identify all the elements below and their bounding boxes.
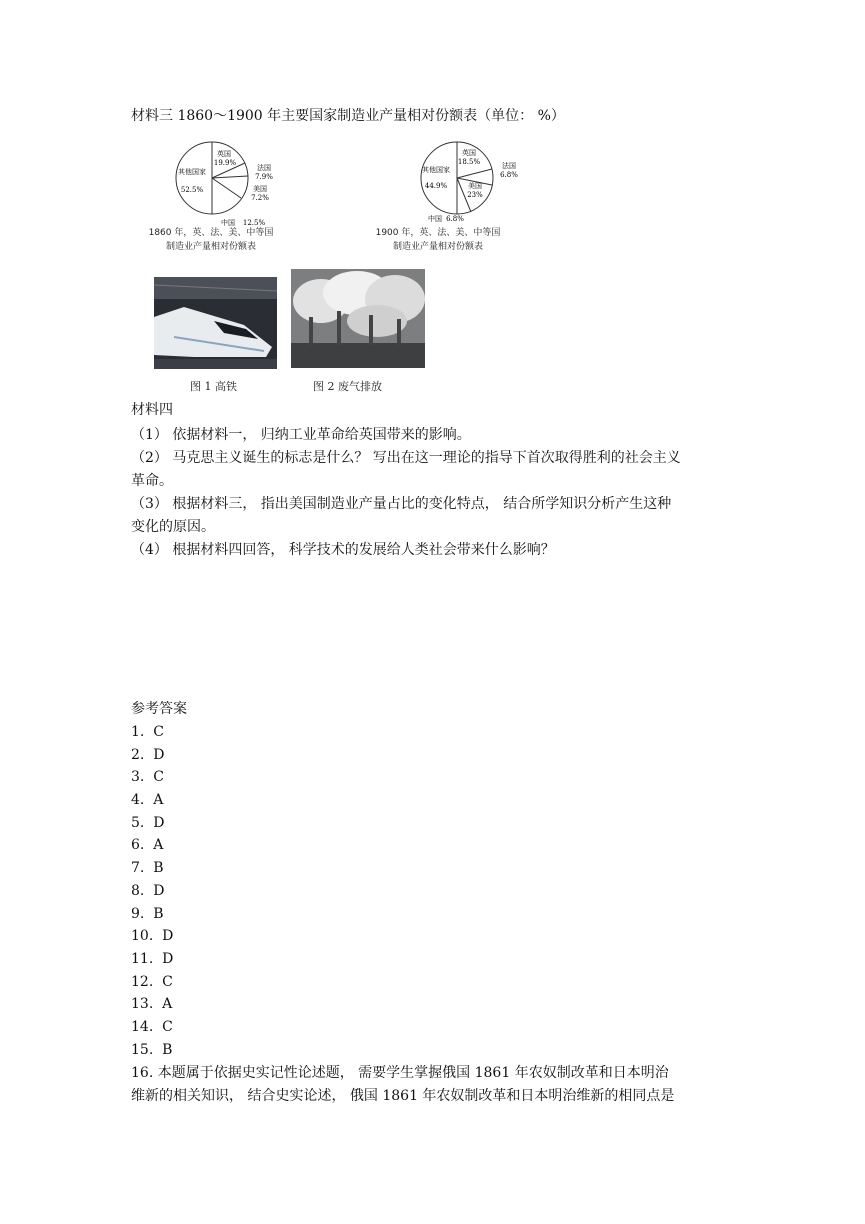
slice-label-cn: 中国 (428, 215, 442, 223)
answer-item: 6. A (131, 837, 164, 853)
answer-item: 14. C (131, 1019, 173, 1035)
pie-1860-caption-2: 制造业产量相对份额表 (165, 242, 256, 252)
answer-heading: 参考答案 (131, 701, 187, 717)
photo1-caption: 图 1 高铁 (190, 380, 237, 393)
slice-label-us: 美国 (253, 185, 267, 193)
answer-item: 5. D (131, 815, 165, 831)
high-speed-train-photo (154, 277, 277, 369)
photo2-caption: 图 2 废气排放 (313, 380, 382, 393)
pie-1900-caption-2: 制造业产量相对份额表 (392, 242, 483, 252)
question-3: （3） 根据材料三， 指出美国制造业产量占比的变化特点， 结合所学知识分析产生这种 (131, 496, 672, 512)
slice-value-other: 52.5% (180, 186, 204, 194)
slice-value-fr: 7.9% (255, 173, 273, 181)
answer-item: 12. C (131, 974, 173, 990)
answer-item: 15. B (131, 1042, 173, 1058)
slice-value-uk: 19.9% (213, 159, 237, 167)
slice-value-cn: 6.8% (446, 215, 464, 223)
slice-label-uk: 英国 (217, 150, 231, 158)
answer-item: 7. B (131, 860, 164, 876)
pie-chart-1900 (413, 138, 523, 233)
answer-item: 2. D (131, 747, 165, 763)
answer-item: 9. B (131, 906, 164, 922)
answer-item: 8. D (131, 883, 165, 899)
slice-value-us: 23% (467, 191, 483, 199)
slice-value-fr: 6.8% (500, 171, 518, 179)
answer-16-line-2: 维新的相关知识， 结合史实论述， 俄国 1861 年农奴制改革和日本明治维新的相同点是 (131, 1088, 675, 1104)
answer-item: 4. A (131, 792, 164, 808)
slice-label-us: 美国 (468, 182, 482, 190)
answer-item: 13. A (131, 996, 173, 1012)
slice-value-other: 44.9% (424, 182, 448, 190)
question-4: （4） 根据材料四回答， 科学技术的发展给人类社会带来什么影响？ (131, 542, 555, 558)
answer-16-line-1: 16. 本题属于依据史实记性论述题， 需要学生掌握俄国 1861 年农奴制改革和日本明治 (131, 1065, 669, 1081)
question-3-cont: 变化的原因。 (131, 519, 215, 535)
pie-1900-caption-1: 1900 年，英、法、美、中等国 (375, 228, 501, 238)
slice-label-other: 其他国家 (422, 166, 450, 174)
question-2: （2） 马克思主义诞生的标志是什么？ 写出在这一理论的指导下首次取得胜利的社会主义 (131, 450, 681, 466)
question-2-cont: 革命。 (131, 473, 173, 489)
answer-item: 11. D (131, 951, 174, 967)
slice-label-fr: 法国 (257, 164, 271, 172)
pie-chart-1860 (168, 138, 278, 233)
slice-label-fr: 法国 (502, 162, 516, 170)
question-1: （1） 依据材料一， 归纳工业革命给英国带来的影响。 (131, 427, 471, 443)
slice-value-cn: 12.5% (242, 219, 266, 227)
slice-label-cn: 中国 (221, 219, 235, 227)
answer-item: 1. C (131, 724, 164, 740)
slice-value-us: 7.2% (251, 194, 269, 202)
material3-heading: 材料三 1860～1900 年主要国家制造业产量相对份额表（单位： %） (131, 108, 565, 124)
slice-label-uk: 英国 (462, 149, 476, 157)
slice-value-uk: 18.5% (457, 158, 481, 166)
exhaust-emission-photo (291, 269, 425, 368)
pie-1860-caption-1: 1860 年，英、法、美、中等国 (148, 228, 274, 238)
answer-item: 10. D (131, 928, 174, 944)
slice-label-other: 其他国家 (178, 168, 206, 176)
answer-item: 3. C (131, 769, 164, 785)
material4-heading: 材料四 (131, 402, 173, 418)
